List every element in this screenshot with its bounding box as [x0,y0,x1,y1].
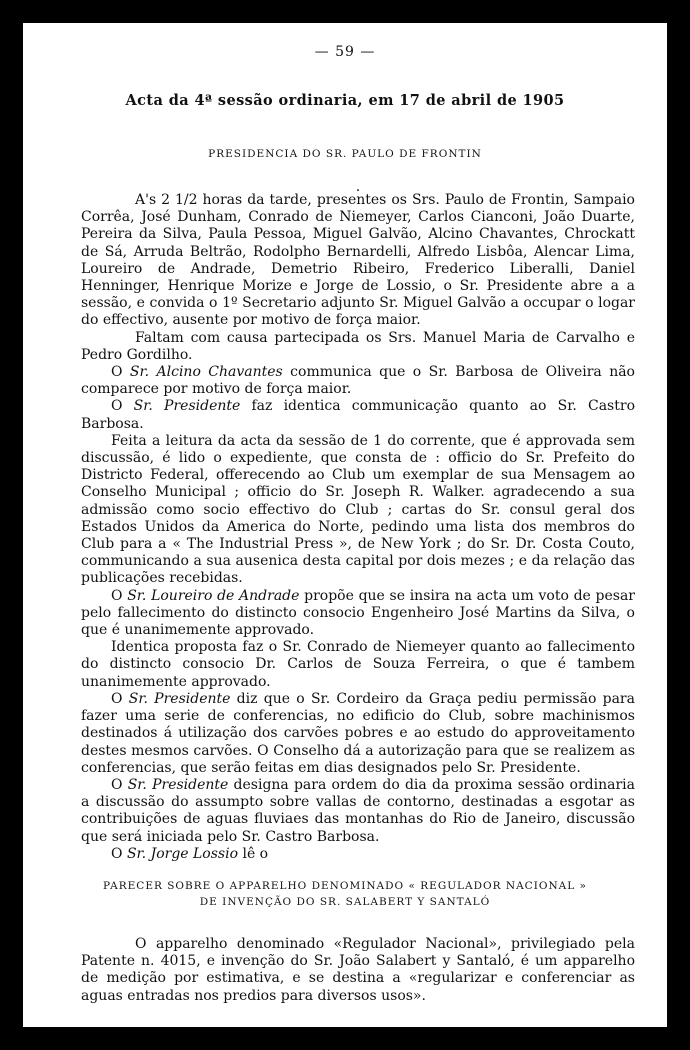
speaker-name: Sr. Presidente [133,398,241,415]
section-heading [63,878,627,910]
section-body [81,936,635,1005]
presidency-line: PRESIDENCIA DO SR. PAULO DE FRONTIN [208,148,482,160]
paragraph-attendance: A's 2 1/2 horas da tarde, presentes os Srs. Paulo de Frontin, Sampaio Corrêa, José Dunham, Conrado de Niemeyer, Carlos Cianconi, João Duarte, Pereira da Silva, Paula Pessoa, Miguel Galvão, Alcino Chavantes, Chrockatt de Sá, Arruda Beltrão, Rodolpho Bernardelli, Alfredo Lisbôa, Alencar Lima, Loureiro de Andrade, Demetrio Ribeiro, Frederico Liberalli, Daniel Henninger, Henrique Morize e Jorge de Lossio, o Sr. Presidente abre a a sessão, e convida o 1º Secretario adjunto Sr. Miguel Galvão a occupar o logar do effectivo, ausente por motivo de força maior. [81,192,635,329]
paragraph-absences: Faltam com causa partecipada os Srs. Manuel Maria de Carvalho e Pedro Gordilho. [81,329,635,363]
speaker-name: Sr. Presidente [128,690,231,707]
paragraph-lossio: O Sr. Jorge Lossio lê o [111,845,269,862]
page-number: — 59 — [314,44,376,60]
paragraph-president-communication: O Sr. Presidente faz identica communicação quanto ao Sr. Castro Barbosa. [81,398,635,432]
paragraph-chavantes: O Sr. Alcino Chavantes communica que o Sr. Barbosa de Oliveira não comparece por motivo de força maior. [81,364,635,398]
speaker-name: Sr. Jorge Lossio [126,845,239,862]
speaker-name: Sr. Alcino Chavantes [129,364,283,381]
section-heading-line-1: PARECER SOBRE O APPARELHO DENOMINADO « REGULADOR NACIONAL » [103,880,587,892]
paragraph-loureiro: O Sr. Loureiro de Andrade propõe que se insira na acta um voto de pesar pelo fallecimento do distincto consocio Engenheiro José Martins da Silva, o que é unanimemente approvado. [81,587,635,639]
paragraph-expediente: Feita a leitura da acta da sessão de 1 do corrente, que é approvada sem discussão, é lido o expediente, que consta de : officio do Sr. Prefeito do Districto Federal, offerecendo ao Club um exemplar de sua Mensagem ao Conselho Municipal ; officio do Sr. Joseph R. Walker. agradecendo a sua admissão como socio effectivo do Club ; cartas do Sr. consul geral dos Estados Unidos da America do Norte, pedindo uma lista dos membros do Club para a « The Industrial Press », de New York ; do Sr. Dr. Costa Couto, communicando a sua ausenica desta capital por dois mezes ; e da relação das publicações recebidas. [81,432,635,587]
section-heading-line-2: DE INVENÇÃO DO SR. SALABERT Y SANTALÓ [199,896,491,908]
paragraph-conferences: O Sr. Presidente diz que o Sr. Cordeiro da Graça pediu permissão para fazer uma serie de conferencias, no edificio do Club, sobre machinismos destinados á utilização dos carvões pobres e ao estudo do approveitamento destes mesmos carvões. O Conselho dá a autorização para que se realizem as conferencias, que serão feitas em dias designados pelo Sr. Presidente. [81,690,635,776]
separator-dot: . [355,179,361,195]
act-title: Acta da 4ª sessão ordinaria, em 17 de abril de 1905 [125,92,565,109]
speaker-name: Sr. Presidente [127,776,229,793]
document-page [23,23,667,1027]
section-paragraph: O apparelho denominado «Regulador Nacional», privilegiado pela Patente n. 4015, e invenção do Sr. João Salabert y Santaló, é um apparelho de medição por estimativa, e se destina a «regularizar e conferenciar as aguas entradas nos predios para diversos usos». [81,936,635,1004]
minutes-body [81,179,635,863]
speaker-name: Sr. Loureiro de Andrade [127,587,300,604]
paragraph-niemeyer: Identica proposta faz o Sr. Conrado de Niemeyer quanto ao fallecimento do distincto consocio Dr. Carlos de Souza Ferreira, o que é tambem unanimemente approvado. [81,639,635,690]
paragraph-agenda: O Sr. Presidente designa para ordem do dia da proxima sessão ordinaria a discussão do assumpto sobre vallas de contorno, destinadas a esgotar as contribuições de aguas fluviaes das montanhas do Rio de Janeiro, discussão que será iniciada pelo Sr. Castro Barbosa. [81,776,635,845]
